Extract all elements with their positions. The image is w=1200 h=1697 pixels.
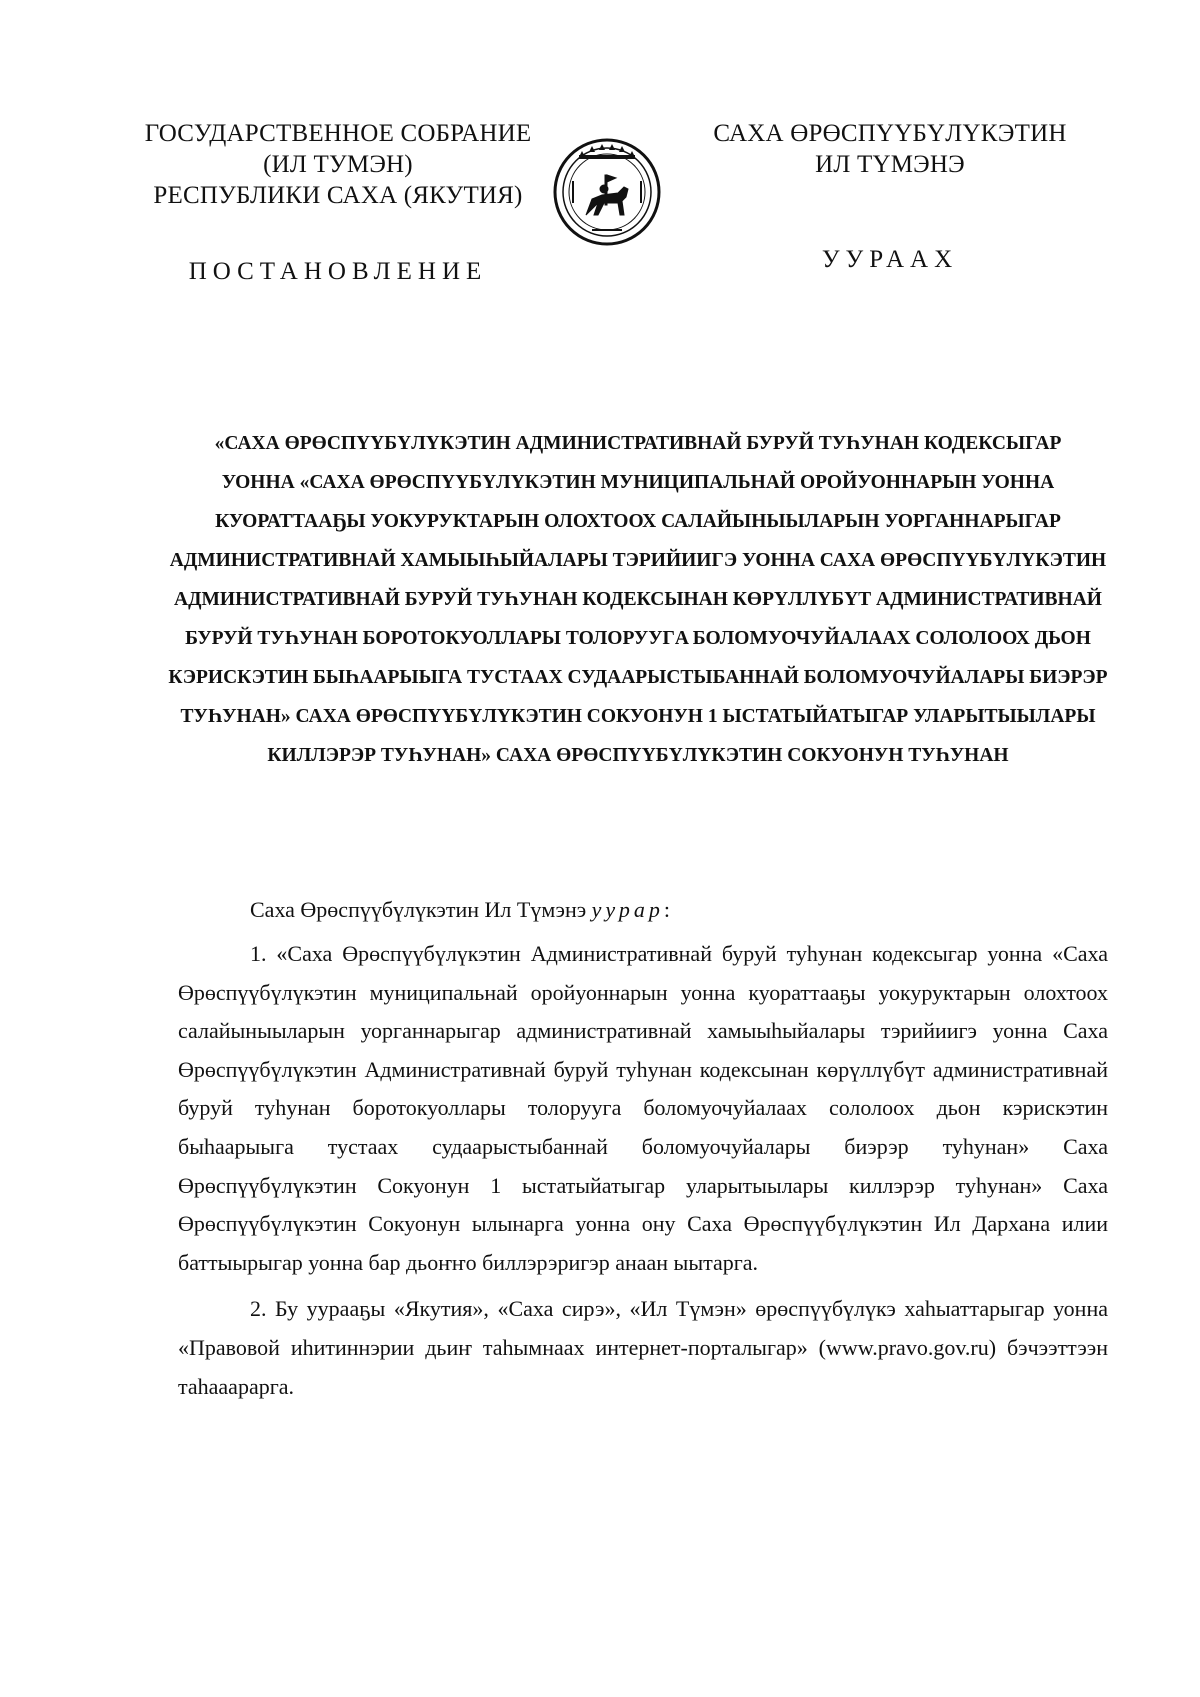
title-line: АДМИНИСТРАТИВНАЙ БУРУЙ ТУҺУНАН КОДЕКСЫНАН КӨРҮЛЛҮБҮТ АДМИНИСТРАТИВНАЙ xyxy=(174,589,1102,610)
title-line: БУРУЙ ТУҺУНАН БОРОТОКУОЛЛАРЫ ТОЛОРУУГA БОЛОМУОЧУЙАЛААХ СОЛОЛООХ ДЬОН xyxy=(185,628,1091,649)
title-line: ТУҺУНАН» САХА ӨРӨСПҮҮБҮЛҮКЭТИН СОКУОНУН 1 ЫСТАТЫЙАТЫГАР УЛАРЫТЫЫЛАРЫ xyxy=(180,706,1096,727)
document-body xyxy=(178,890,1108,1414)
title-line: УОННА «САХА ӨРӨСПҮҮБҮЛҮКЭТИН МУНИЦИПАЛЬНАЙ ОРОЙУОННАРЫН УОННА xyxy=(221,472,1055,493)
document-title xyxy=(168,424,1108,775)
header-left-russian xyxy=(128,118,548,211)
document-type-russian: ПОСТАНОВЛЕНИЕ xyxy=(188,258,488,285)
title-line: КИЛЛЭРЭР ТУҺУНАН» САХА ӨРӨСПҮҮБҮЛҮКЭТИН СОКУОНУН ТУҺУНАН xyxy=(267,745,1009,766)
enacting-clause-suffix: : xyxy=(663,897,671,922)
paragraph-2: 2. Бу уурааҕы «Якутия», «Саха сирэ», «Ил Түмэн» өрөспүүбүлүкэ хаһыаттарыгар уонна «Правовой иһитиннэрии дьиҥ таһымнаах интернет-порталыгар» (www.pravo.gov.ru) бэчээттээн таһааарарга. xyxy=(178,1296,1108,1399)
header-right-line: САХА ӨРӨСПҮҮБҮЛҮКЭТИН xyxy=(713,120,1067,147)
document-type-sakha: УУРААХ xyxy=(821,246,959,273)
title-line: АДМИНИСТРАТИВНАЙ ХАМЫЫҺЫЙАЛАРЫ ТЭРИЙИИГЭ УОННА САХА ӨРӨСПҮҮБҮЛҮКЭТИН xyxy=(169,550,1107,571)
enacting-clause-prefix: Саха Өрөспүүбүлүкэтин Ил Түмэнэ xyxy=(250,897,592,922)
title-line: КЭРИСКЭТИН БЫҺААРЫЫГА ТУСТААХ СУДААРЫСТЫБАННАЙ БОЛОМУОЧУЙАЛАРЫ БИЭРЭР xyxy=(168,667,1108,688)
enacting-verb: уурар xyxy=(591,897,664,922)
header-left-line: ГОСУДАРСТВЕННОЕ СОБРАНИЕ xyxy=(144,120,532,147)
enacting-clause xyxy=(178,890,1108,929)
header-right-line: ИЛ ТҮМЭНЭ xyxy=(815,151,965,178)
title-line: КУОРАТТААҔЫ УОКУРУКТАРЫН ОЛОХТООХ САЛАЙЫНЫЫЛАРЫН УОРГАННАРЫГАР xyxy=(215,511,1061,532)
sakha-republic-emblem-icon xyxy=(552,137,662,247)
header-left-line: РЕСПУБЛИКИ САХА (ЯКУТИЯ) xyxy=(153,182,523,209)
header-left-line: (ИЛ ТУМЭН) xyxy=(263,151,413,178)
title-line: «САХА ӨРӨСПҮҮБҮЛҮКЭТИН АДМИНИСТРАТИВНАЙ БУРУЙ ТУҺУНАН КОДЕКСЫГАР xyxy=(214,433,1062,454)
header-right-sakha xyxy=(690,118,1090,180)
paragraph-1: 1. «Саха Өрөспүүбүлүкэтин Административнай буруй туһунан кодексыгар уонна «Саха Өрөспүүбүлүкэтин муниципальнай оройуоннарын уонна куораттааҕы уокуруктарын олохтоох салайыныыларын уорганнарыгар административнай хамыыһыйалары тэрийиигэ уонна Саха Өрөспүүбүлүкэтин Административнай буруй туһунан кодексынан көрүллүбүт административнай буруй туһунан боротокуоллары толорууга боломуочуйалаах сололоох дьон кэрискэтин быһаарыыга тустаах судаарыстыбаннай боломуочуйалары биэрэр туһунан» Саха Өрөспүүбүлүкэтин Сокуонун 1 ыстатыйатыгар уларытыылары киллэрэр туһунан» Саха Өрөспүүбүлүкэтин Сокуонун ылынарга уонна ону Саха Өрөспүүбүлүкэтин Ил Дархана илии баттыырыгар уонна бар дьоҥҥо биллэрэригэр анаан ыытарга. xyxy=(178,941,1108,1275)
